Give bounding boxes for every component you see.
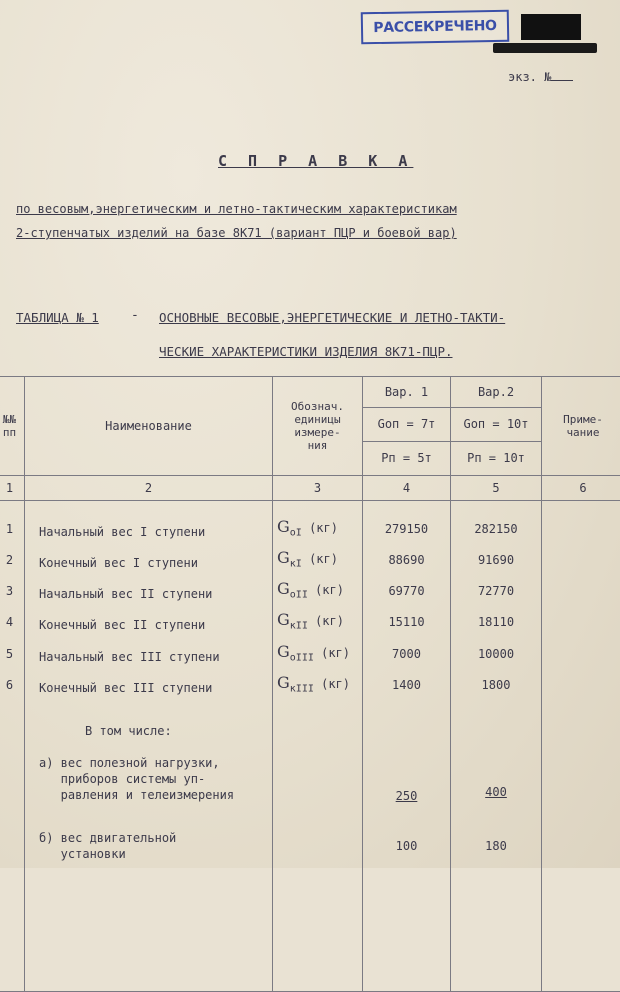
variant-1-label: Вар. 1 [363, 377, 450, 408]
subtitle-line: по весовым,энергетическим и летно-тактическим характеристикам [16, 202, 457, 216]
sub-item-a-line: приборов системы уп- [39, 771, 272, 791]
sub-item-b-value-2: 180 [451, 836, 541, 856]
sub-item-b-line: б) вес двигательной [39, 830, 272, 850]
unit-kg: (кг) [321, 646, 350, 660]
table-number: ТАБЛИЦА № 1 [16, 310, 99, 325]
variant-2-value: 282150 [451, 519, 541, 539]
symbol-g: G [277, 548, 290, 567]
redaction-bar [493, 43, 597, 53]
header-variant-1 [363, 377, 451, 476]
sub-item-a-line: а) вес полезной нагрузки, [39, 755, 272, 775]
column-number: 6 [542, 476, 620, 501]
symbol-subscript: oIII [290, 652, 314, 663]
symbol-subscript: oII [290, 589, 308, 600]
sub-item-b-line: установки [39, 846, 272, 866]
document-title: С П Р А В К А [218, 152, 413, 170]
characteristics-table [0, 376, 620, 992]
variant-2-p: Pп = 10т [451, 442, 541, 475]
column-number: 4 [363, 476, 451, 501]
row-number: 1 [0, 519, 24, 539]
symbol-g: G [277, 610, 290, 629]
unit-kg: (кг) [315, 583, 344, 597]
copy-label: экз. № [508, 70, 551, 84]
row-number: 6 [0, 675, 24, 695]
header-name: Наименование [25, 377, 273, 476]
unit-symbol [277, 610, 362, 630]
variant-2-value: 72770 [451, 581, 541, 601]
unit-symbol [277, 673, 362, 693]
symbol-subscript: кIII [290, 683, 314, 694]
table-caption-line: ОСНОВНЫЕ ВЕСОВЫЕ,ЭНЕРГЕТИЧЕСКИЕ И ЛЕТНО-ТАКТИ- [159, 310, 505, 325]
unit-symbol [277, 579, 362, 599]
body-col-variant-1 [363, 501, 451, 992]
column-number-row [0, 476, 620, 501]
row-name: Конечный вес I ступени [39, 553, 272, 573]
row-number: 2 [0, 550, 24, 570]
symbol-subscript: кII [290, 620, 308, 631]
header-note: Приме- чание [542, 377, 620, 476]
body-col-note [542, 501, 620, 992]
symbol-g: G [277, 579, 290, 598]
row-name: Конечный вес III ступени [39, 678, 272, 698]
symbol-subscript: oI [290, 527, 302, 538]
column-number: 5 [451, 476, 542, 501]
row-name: Конечный вес II ступени [39, 615, 272, 635]
header-num: №№ пп [0, 377, 25, 476]
unit-kg: (кг) [321, 677, 350, 691]
variant-1-value: 15110 [363, 612, 450, 632]
header-variant-2 [451, 377, 542, 476]
body-col-num [0, 501, 25, 992]
sub-item-b-value-1: 100 [363, 836, 450, 856]
redaction-bar [521, 14, 581, 40]
sub-item-a-value-1: 250 [363, 786, 450, 806]
variant-1-p: Pп = 5т [363, 442, 450, 475]
table-caption-line: ЧЕСКИЕ ХАРАКТЕРИСТИКИ ИЗДЕЛИЯ 8К71-ПЦР. [159, 344, 453, 359]
unit-symbol [277, 517, 362, 537]
column-number: 2 [25, 476, 273, 501]
row-name: Начальный вес III ступени [39, 647, 272, 667]
unit-kg: (кг) [315, 614, 344, 628]
variant-1-value: 69770 [363, 581, 450, 601]
copy-number-blank [551, 70, 573, 81]
variant-2-value: 1800 [451, 675, 541, 695]
variant-2-label: Вар.2 [451, 377, 541, 408]
variant-1-value: 1400 [363, 675, 450, 695]
unit-kg: (кг) [309, 521, 338, 535]
variant-1-value: 7000 [363, 644, 450, 664]
body-col-name [25, 501, 273, 992]
unit-kg: (кг) [309, 552, 338, 566]
symbol-subscript: кI [290, 558, 302, 569]
copy-number [508, 70, 573, 84]
variant-1-payload: Gоп = 7т [363, 408, 450, 442]
sub-item-a-line: равления и телеизмерения [39, 787, 272, 807]
row-number: 3 [0, 581, 24, 601]
symbol-g: G [277, 642, 290, 661]
row-name: Начальный вес I ступени [39, 522, 272, 542]
column-number: 1 [0, 476, 25, 501]
row-number: 4 [0, 612, 24, 632]
body-col-variant-2 [451, 501, 542, 992]
variant-2-value: 18110 [451, 612, 541, 632]
variant-2-value: 10000 [451, 644, 541, 664]
table-body [0, 501, 620, 992]
variant-2-value: 91690 [451, 550, 541, 570]
row-name: Начальный вес II ступени [39, 584, 272, 604]
unit-symbol [277, 548, 362, 568]
table-header-row [0, 377, 620, 476]
caption-dash: - [131, 308, 139, 323]
declassified-stamp: РАССЕКРЕЧЕНО [361, 10, 510, 45]
variant-1-value: 88690 [363, 550, 450, 570]
unit-symbol [277, 642, 362, 662]
row-number: 5 [0, 644, 24, 664]
variant-1-value: 279150 [363, 519, 450, 539]
subtitle-line: 2-ступенчатых изделий на базе 8К71 (вариант ПЦР и боевой вар) [16, 226, 457, 240]
column-number: 3 [273, 476, 363, 501]
header-units: Обознач. единицы измере- ния [273, 377, 363, 476]
sub-item-a-value-2: 400 [451, 782, 541, 802]
symbol-g: G [277, 517, 290, 536]
including-label: В том числе: [85, 721, 272, 741]
symbol-g: G [277, 673, 290, 692]
variant-2-payload: Gоп = 10т [451, 408, 541, 442]
body-col-units [273, 501, 363, 992]
